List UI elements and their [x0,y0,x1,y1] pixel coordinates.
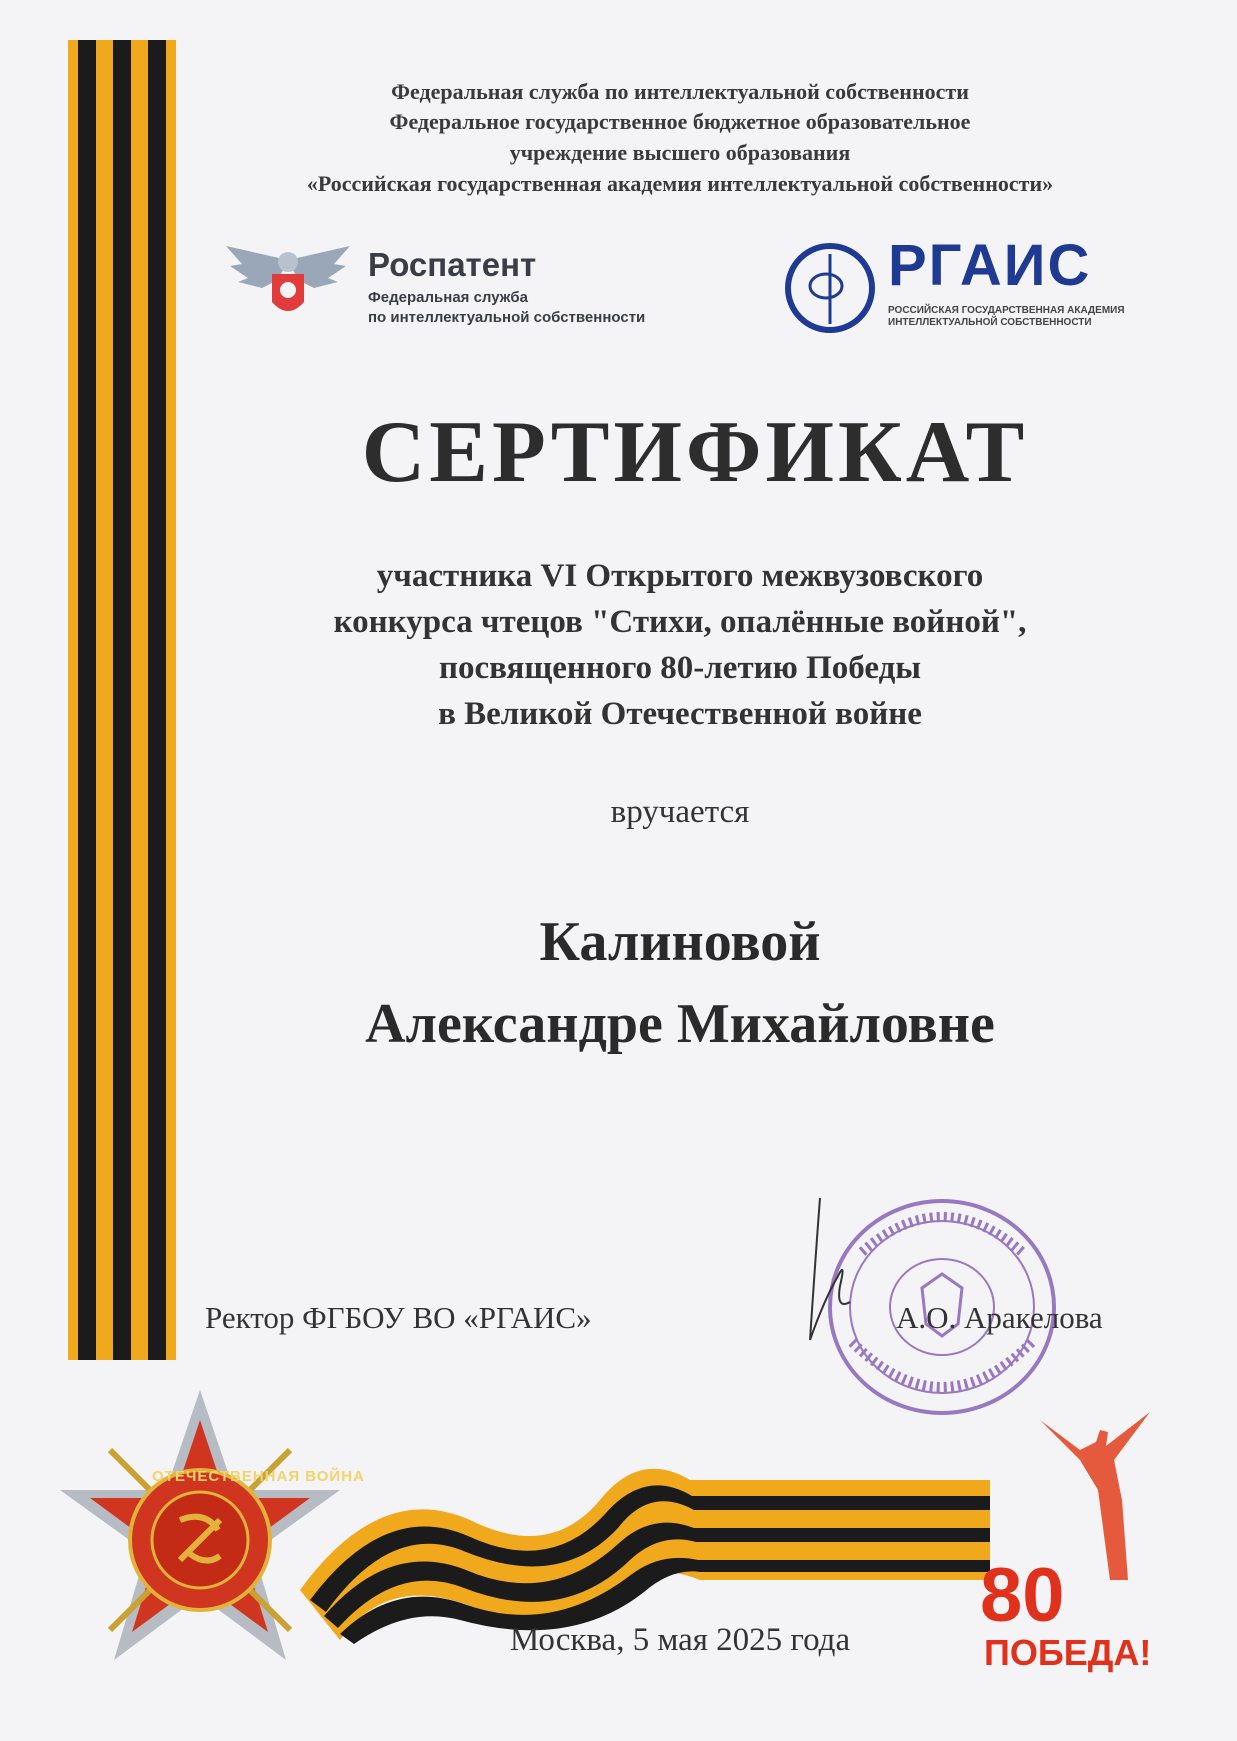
victory-word: ПОБЕДА! [984,1632,1152,1673]
header-line-4: «Российская государственная академия интеллектуальной собственности» [306,171,1054,196]
order-ring-text: ОТЕЧЕСТВЕННАЯ ВОЙНА [152,1468,365,1485]
header-line-3: учреждение высшего образования [509,140,851,165]
rospatent-eagle-emblem [222,240,354,326]
handwritten-signature [780,1190,900,1350]
rospatent-title: Роспатент [368,246,537,283]
header-line-2: Федеральное государственное бюджетное образовательное [389,109,971,134]
description-line-3: посвященного 80-летию Победы [438,650,922,686]
awarded-text: вручается [610,794,750,830]
rospatent-subtitle [368,288,645,328]
rospatent-subtitle-line-1: Федеральная служба [368,289,529,306]
rgais-subtitle [888,305,1125,329]
rgais-subtitle-line-1: РОССИЙСКАЯ ГОСУДАРСТВЕННАЯ АКАДЕМИЯ [888,305,1125,316]
signatory-name: А.О. Аракелова [896,1300,1103,1335]
st-george-ribbon-wave [300,1440,990,1650]
signatory-position: Ректор ФГБОУ ВО «РГАИС» [205,1300,592,1335]
description-line-4: в Великой Отечественной войне [438,696,922,732]
certificate-title: СЕРТИФИКАТ [361,404,1029,501]
description-line-1: участника VI Открытого межвузовского [376,558,984,594]
recipient-surname: Калиновой [539,911,821,973]
description-line-2: конкурса чтецов "Стихи, опалённые войной", [333,604,1027,640]
rospatent-subtitle-line-2: по интеллектуальной собственности [368,309,646,326]
victory-80-number: 80 [980,1553,1065,1638]
city-and-date: Москва, 5 мая 2025 года [509,1622,851,1658]
header-line-1: Федеральная служба по интеллектуальной собственности [391,79,969,104]
recipient-name: Александре Михайловне [365,993,995,1055]
rgais-circle-emblem [782,240,878,336]
order-of-patriotic-war [30,1370,370,1710]
rgais-title: РГАИС [888,233,1092,298]
st-george-ribbon-vertical [68,40,176,1360]
rgais-subtitle-line-2: ИНТЕЛЛЕКТУАЛЬНОЙ СОБСТВЕННОСТИ [888,317,1092,328]
